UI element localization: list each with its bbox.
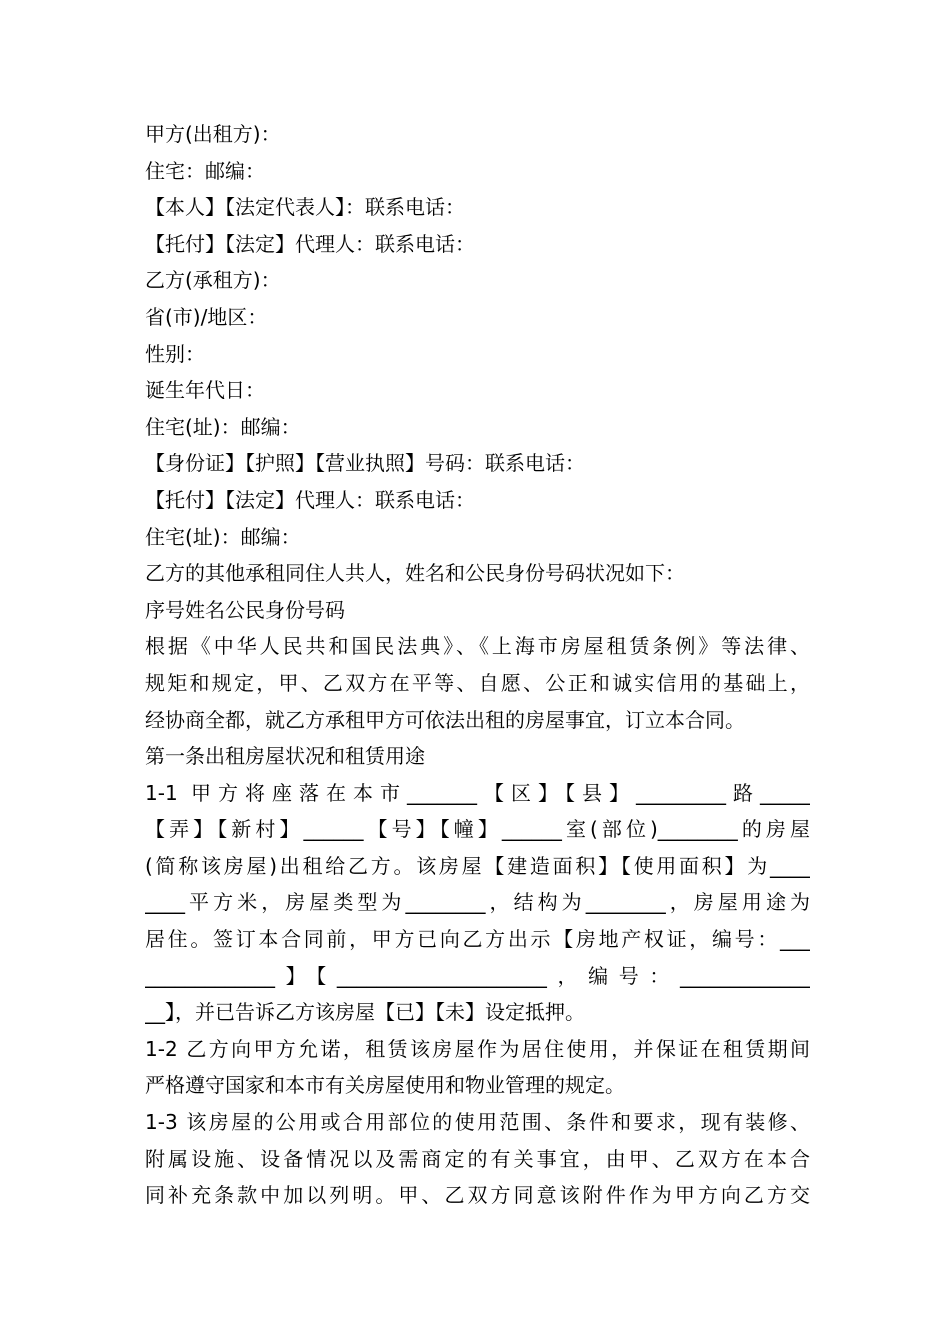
clause-1-1: [145, 775, 810, 1031]
lessee-line: 乙方(承租方)：: [145, 268, 281, 293]
paragraph-line: 附属设施、设备情况以及需商定的有关事宜，由甲、乙双方在本合: [145, 1146, 810, 1171]
paragraph-line: 严格遵守国家和本市有关房屋使用和物业管理的规定。: [145, 1073, 625, 1098]
paragraph-line: 1-2 乙方向甲方允诺，租赁该房屋作为居住使用，并保证在租赁期间: [145, 1036, 810, 1061]
paragraph-line: (简称该房屋)出租给乙方。该房屋【建造面积】【使用面积】为____: [145, 853, 810, 878]
lessee-region-line: 省(市)/地区：: [145, 304, 268, 329]
paragraph-line: 经协商全都，就乙方承租甲方可依法出租的房屋事宜，订立本合同。: [145, 707, 745, 732]
lessor-address-line: 住宅：邮编：: [145, 158, 265, 183]
article-1-title: 第一条出租房屋状况和租赁用途: [145, 744, 425, 769]
paragraph-line: __】，并已告诉乙方该房屋【已】【未】设定抵押。: [145, 1000, 585, 1025]
paragraph-line: ____平方米，房屋类型为________，结构为________，房屋用途为: [145, 890, 810, 915]
cohabitants-table-header: 序号姓名公民身份号码: [145, 597, 345, 622]
lessor-representative-line: 【本人】【法定代表人】：联系电话：: [145, 195, 465, 220]
paragraph-line: 根据《中华人民共和国民法典》、《上海市房屋租赁条例》等法律、: [145, 634, 810, 659]
clause-1-3: [145, 1104, 810, 1214]
lessee-id-line: 【身份证】【护照】【营业执照】号码：联系电话：: [145, 451, 585, 476]
lessee-agent-address-line: 住宅(址)：邮编：: [145, 524, 301, 549]
paragraph-line: 1-1 甲方将座落在本市_______【区】【县】_________路_____: [145, 780, 810, 805]
paragraph-line: 居住。签订本合同前，甲方已向乙方出示【房地产权证，编号：___: [145, 927, 810, 952]
paragraph-line: 同补充条款中加以列明。甲、乙双方同意该附件作为甲方向乙方交: [145, 1183, 810, 1208]
party-info-section: [145, 116, 810, 628]
lessor-agent-line: 【托付】【法定】代理人：联系电话：: [145, 231, 475, 256]
intro-paragraph: [145, 628, 810, 738]
cohabitants-line: 乙方的其他承租同住人共人，姓名和公民身份号码状况如下：: [145, 561, 685, 586]
document-body: [145, 116, 810, 1214]
lessee-address-line: 住宅(址)：邮编：: [145, 414, 301, 439]
paragraph-line: 【弄】【新村】______【号】【幢】______室(部位)________的房屋: [145, 817, 810, 842]
paragraph-line: _____________】【_____________________，编号：_____________: [145, 963, 810, 988]
lessee-birthdate-line: 诞生年代日：: [145, 378, 265, 403]
lessor-line: 甲方(出租方)：: [145, 122, 281, 146]
lessee-agent-line: 【托付】【法定】代理人：联系电话：: [145, 487, 475, 512]
clause-1-2: [145, 1031, 810, 1104]
paragraph-line: 规矩和规定，甲、乙双方在平等、自愿、公正和诚实信用的基础上，: [145, 670, 810, 695]
paragraph-line: 1-3 该房屋的公用或合用部位的使用范围、条件和要求，现有装修、: [145, 1110, 810, 1135]
lessee-gender-line: 性别：: [145, 341, 205, 366]
